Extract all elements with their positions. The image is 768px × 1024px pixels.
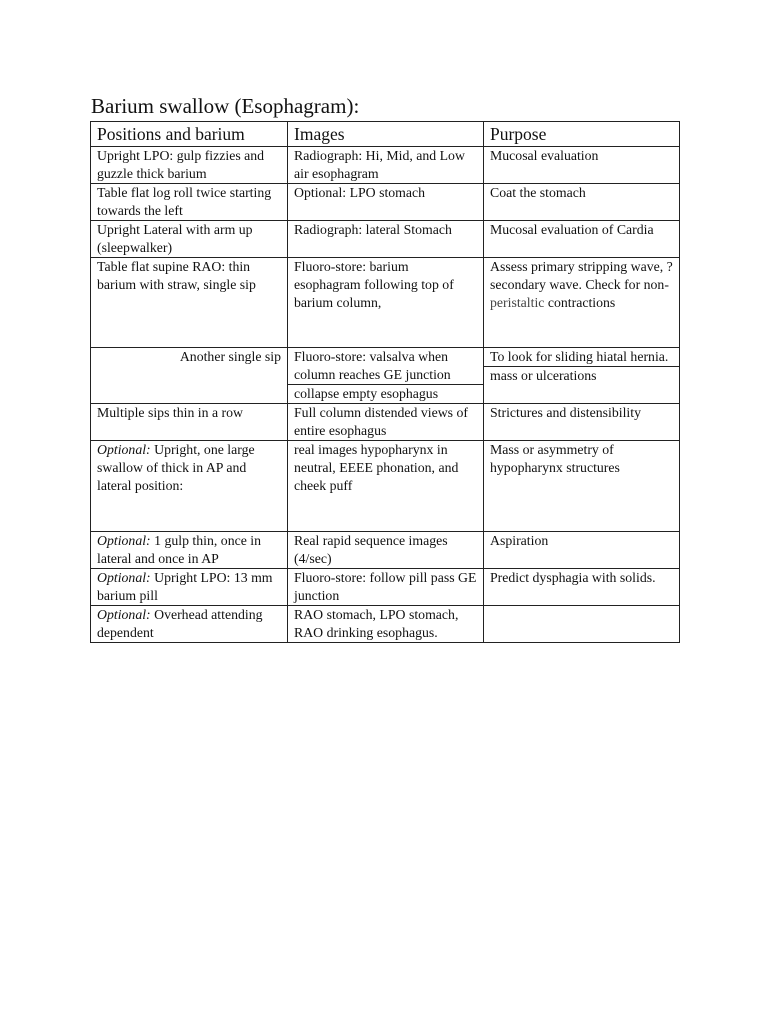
cell-purpose: Mucosal evaluation	[484, 147, 680, 184]
table-row	[91, 221, 680, 258]
purpose-subcell-bottom: mass or ulcerations	[490, 368, 597, 383]
images-subcell-top: Fluoro-store: valsalva when column reaches GE junction	[288, 348, 483, 385]
cell-purpose: Mucosal evaluation of Cardia	[484, 221, 680, 258]
purpose-text-end: contractions	[547, 295, 616, 310]
cell-purpose: Mass or asymmetry of hypopharynx structures	[484, 441, 680, 532]
optional-label: Optional:	[97, 533, 151, 548]
cell-positions	[91, 441, 288, 532]
cell-images: Real rapid sequence images (4/sec)	[288, 532, 484, 569]
cell-purpose	[484, 348, 680, 404]
purpose-text-peristaltic: peristaltic	[490, 295, 545, 310]
optional-label: Optional:	[97, 442, 151, 457]
cell-images: Fluoro-store: barium esophagram following top of barium column,	[288, 258, 484, 348]
cell-purpose: Strictures and distensibility	[484, 404, 680, 441]
positions-text: Upright LPO: 13 mm barium pill	[97, 570, 273, 603]
page-title: Barium swallow (Esophagram):	[91, 94, 360, 118]
table-row	[91, 184, 680, 221]
cell-images: Fluoro-store: follow pill pass GE junction	[288, 569, 484, 606]
cell-images: Radiograph: lateral Stomach	[288, 221, 484, 258]
cell-purpose: Aspiration	[484, 532, 680, 569]
table-row	[91, 441, 680, 532]
cell-images: RAO stomach, LPO stomach, RAO drinking esophagus.	[288, 606, 484, 643]
cell-positions	[91, 606, 288, 643]
positions-text: Overhead attending dependent	[97, 607, 263, 640]
cell-positions: Multiple sips thin in a row	[91, 404, 288, 441]
cell-purpose: Predict dysphagia with solids.	[484, 569, 680, 606]
cell-positions	[91, 569, 288, 606]
header-images: Images	[288, 122, 484, 147]
header-positions: Positions and barium	[91, 122, 288, 147]
purpose-text: Assess primary stripping wave, ? secondary wave. Check for non-	[490, 259, 673, 292]
table-row	[91, 532, 680, 569]
positions-text: Upright, one large swallow of thick in AP and lateral position:	[97, 442, 255, 493]
cell-positions: Table flat log roll twice starting towards the left	[91, 184, 288, 221]
cell-images: Full column distended views of entire esophagus	[288, 404, 484, 441]
table-row	[91, 147, 680, 184]
cell-images: Optional: LPO stomach	[288, 184, 484, 221]
table-row	[91, 348, 680, 404]
images-subcell-bottom: collapse empty esophagus	[294, 386, 439, 401]
table-row	[91, 606, 680, 643]
cell-images	[288, 348, 484, 404]
table-row	[91, 404, 680, 441]
table-header-row	[91, 122, 680, 147]
cell-purpose	[484, 606, 680, 643]
table-row	[91, 258, 680, 348]
optional-label: Optional:	[97, 607, 151, 622]
cell-positions: Another single sip	[91, 348, 288, 404]
optional-label: Optional:	[97, 570, 151, 585]
esophagram-table	[90, 121, 680, 643]
cell-purpose: Coat the stomach	[484, 184, 680, 221]
positions-text: 1 gulp thin, once in lateral and once in AP	[97, 533, 262, 566]
cell-images: Radiograph: Hi, Mid, and Low air esophagram	[288, 147, 484, 184]
purpose-subcell-top: To look for sliding hiatal hernia.	[484, 348, 679, 367]
cell-positions	[91, 532, 288, 569]
table-row	[91, 569, 680, 606]
cell-positions: Table flat supine RAO: thin barium with straw, single sip	[91, 258, 288, 348]
cell-purpose	[484, 258, 680, 348]
cell-positions: Upright LPO: gulp fizzies and guzzle thick barium	[91, 147, 288, 184]
cell-positions: Upright Lateral with arm up (sleepwalker)	[91, 221, 288, 258]
header-purpose: Purpose	[484, 122, 680, 147]
cell-images: real images hypopharynx in neutral, EEEE phonation, and cheek puff	[288, 441, 484, 532]
